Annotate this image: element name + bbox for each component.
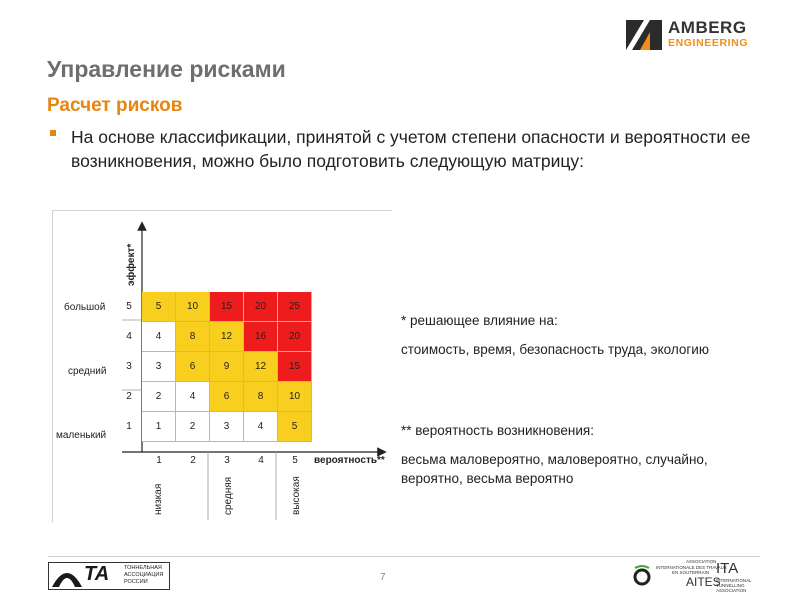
ita-line-2: INTERNATIONALE DES TRAVAUX — [656, 565, 727, 570]
matrix-cell: 2 — [176, 412, 210, 442]
note-2-title: ** вероятность возникновения: — [401, 423, 594, 438]
matrix-cell: 3 — [142, 352, 176, 382]
col-label-mid: средняя — [223, 476, 234, 515]
matrix-cell: 6 — [210, 382, 244, 412]
ita-line-4: INTERNATIONAL — [716, 578, 752, 583]
x-axis-label: вероятность** — [314, 455, 385, 466]
matrix-cell: 6 — [176, 352, 210, 382]
col-label-high: высокая — [291, 476, 302, 515]
matrix-cell: 1 — [142, 412, 176, 442]
ta-logo-text: TA — [84, 563, 110, 585]
matrix-cell: 15 — [210, 292, 244, 322]
note-1-title: * решающее влияние на: — [401, 313, 558, 328]
matrix-cell: 4 — [244, 412, 278, 442]
ita-ring-icon — [632, 565, 652, 587]
row-label-medium: средний — [68, 366, 107, 377]
matrix-cell: 8 — [176, 322, 210, 352]
matrix-cell: 3 — [210, 412, 244, 442]
note-2-line-2: вероятно, весьма вероятно — [401, 471, 574, 486]
note-1-text: стоимость, время, безопасность труда, экологию — [401, 342, 709, 357]
amberg-logo — [626, 18, 756, 52]
row-rank: 1 — [126, 421, 132, 432]
col-rank: 3 — [224, 455, 230, 466]
matrix-cell: 2 — [142, 382, 176, 412]
ita-aites-logo — [632, 557, 762, 593]
y-axis-label: эффект* — [126, 243, 137, 286]
ta-line-2: АССОЦИАЦИЯ — [124, 572, 164, 578]
matrix-cell: 4 — [176, 382, 210, 412]
logo-sub: ENGINEERING — [668, 37, 749, 49]
bullet-text: На основе классификации, принятой с учетом степени опасности и вероятности ее возникновения, можно было подготовить следующую матрицу: — [71, 127, 751, 171]
row-rank: 3 — [126, 361, 132, 372]
risk-matrix — [52, 210, 392, 522]
matrix-cell: 15 — [278, 352, 312, 382]
ta-logo — [48, 562, 170, 590]
matrix-cell: 8 — [244, 382, 278, 412]
ita-logo-text: ITA — [716, 560, 739, 577]
amberg-logo-icon — [626, 20, 662, 50]
matrix-cell: 4 — [142, 322, 176, 352]
row-label-large: большой — [64, 302, 106, 313]
col-rank: 5 — [292, 455, 298, 466]
logo-brand: AMBERG — [668, 18, 747, 37]
page-subtitle: Расчет рисков — [47, 95, 183, 116]
col-label-low: низкая — [153, 483, 164, 515]
matrix-cell: 5 — [142, 292, 176, 322]
row-rank: 4 — [126, 331, 132, 342]
tunnel-icon — [50, 563, 84, 589]
matrix-cell: 9 — [210, 352, 244, 382]
ta-line-3: РОССИИ — [124, 579, 148, 585]
col-rank: 1 — [156, 455, 162, 466]
matrix-cell: 10 — [278, 382, 312, 412]
row-rank: 5 — [126, 301, 132, 312]
page-title: Управление рисками — [47, 56, 286, 82]
matrix-cell: 12 — [244, 352, 278, 382]
matrix-cell: 20 — [244, 292, 278, 322]
matrix-cell: 5 — [278, 412, 312, 442]
ita-line-3: EN SOUTERRAIN — [672, 570, 710, 575]
note-2-line-1: весьма маловероятно, маловероятно, случайно, — [401, 452, 708, 467]
ta-line-1: ТОННЕЛЬНАЯ — [124, 565, 162, 571]
ita-line-1: ASSOCIATION — [686, 559, 717, 564]
matrix-cell: 20 — [278, 322, 312, 352]
bullet-marker — [50, 130, 56, 136]
matrix-cell: 10 — [176, 292, 210, 322]
matrix-cell: 12 — [210, 322, 244, 352]
matrix-cell: 25 — [278, 292, 312, 322]
col-rank: 2 — [190, 455, 196, 466]
ita-line-6: ASSOCIATION — [716, 588, 747, 593]
ita-line-5: TUNNELLING — [716, 583, 745, 588]
row-label-small: маленький — [56, 430, 107, 441]
page-number: 7 — [380, 572, 386, 583]
aites-logo-text: AITES — [686, 575, 721, 589]
matrix-cell: 16 — [244, 322, 278, 352]
row-rank: 2 — [126, 391, 132, 402]
col-rank: 4 — [258, 455, 264, 466]
